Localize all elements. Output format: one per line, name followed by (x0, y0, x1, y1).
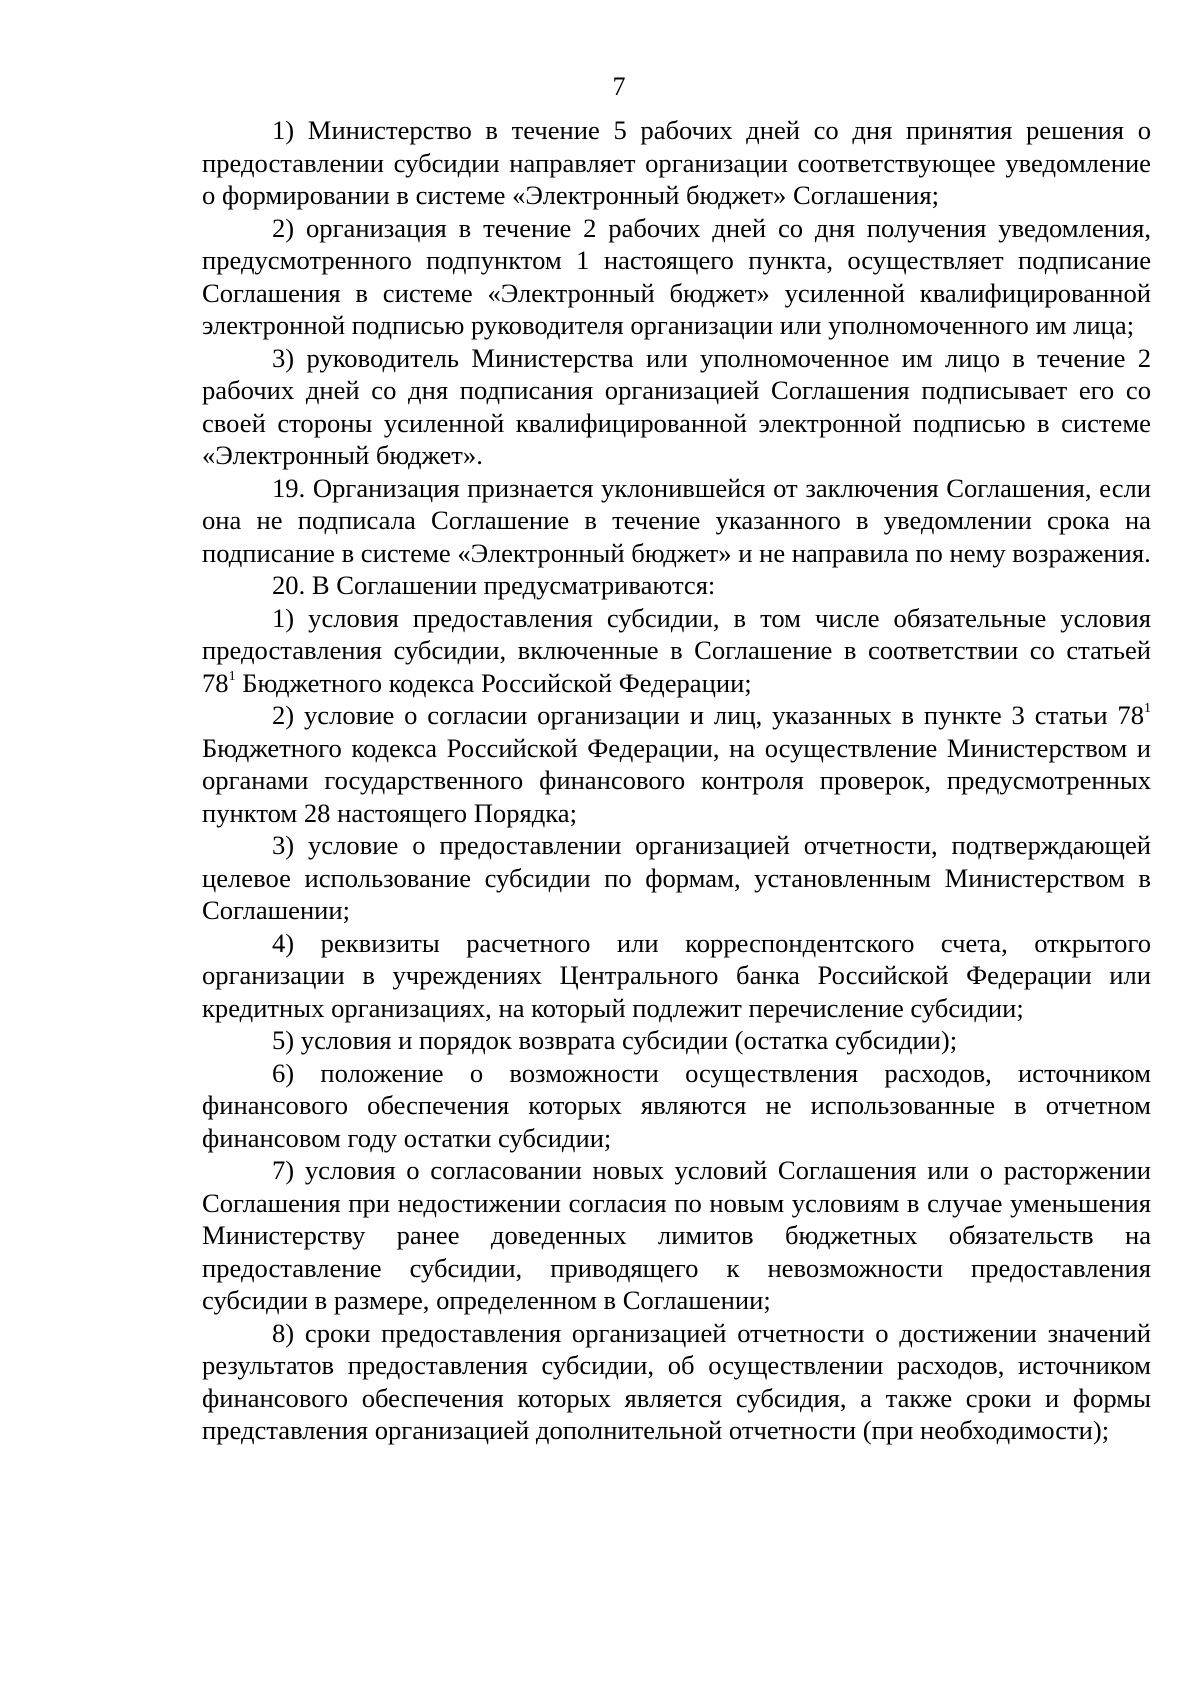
paragraph-20-5: 5) условия и порядок возврата субсидии (остатка субсидии); (272, 1025, 958, 1055)
paragraph-20-8: 8) сроки предоставления организацией отчетности о достижении значений результатов предоставления субсидии, об осуществлении расходов, источником финансового обеспечения которых является субсидия, а также сроки и формы представления организацией дополнительной отчетности (при необходимости); (202, 1317, 1151, 1445)
paragraph-2: 2) организация в течение 2 рабочих дней со дня получения уведомления, предусмотренного подпунктом 1 настоящего пункта, осуществляет подписание Соглашения в системе «Электронный бюджет» усиленной квалифицированной электронной подписью руководителя организации или уполномоченного им лица; (202, 212, 1151, 340)
paragraph-20: 20. В Соглашении предусматриваются: (272, 570, 716, 600)
paragraph-3: 3) руководитель Министерства или уполномоченное им лицо в течение 2 рабочих дней со дня подписания организацией Соглашения подписывает его со своей стороны усиленной квалифицированной электронной подписью в системе «Электронный бюджет». (202, 342, 1151, 470)
document-body (202, 114, 1151, 1447)
paragraph-20-4: 4) реквизиты расчетного или корреспондентского счета, открытого организации в учреждениях Центрального банка Российской Федерации или кредитных организациях, на который подлежит перечисление субсидии; (202, 927, 1151, 1023)
paragraph-20-1-tail: Бюджетного кодекса Российской Федерации; (235, 667, 752, 698)
paragraph-20-7: 7) условия о согласовании новых условий Соглашения или о расторжении Соглашения при недостижении согласия по новым условиям в случае уменьшения Министерству ранее доведенных лимитов бюджетных обязательств на предоставление субсидии, приводящего к невозможности предоставления субсидии в размере, определенном в Соглашении; (202, 1155, 1151, 1315)
page-number: 7 (612, 72, 626, 101)
paragraph-1: 1) Министерство в течение 5 рабочих дней со дня принятия решения о предоставлении субсидии направляет организации соответствующее уведомление о формировании в системе «Электронный бюджет» Соглашения; (202, 115, 1151, 210)
paragraph-20-1-text: 1) условия предоставления субсидии, в том числе обязательные условия предоставления субсидии, включенные в Соглашение в соответствии со статьей 78 (202, 602, 1151, 698)
superscript-2: 1 (1144, 701, 1151, 716)
paragraph-20-2-text: 2) условие о согласии организации и лиц, указанных в пункте 3 статьи 78 (272, 700, 1144, 730)
paragraph-20-3: 3) условие о предоставлении организацией отчетности, подтверждающей целевое использование субсидии по формам, установленным Министерством в Соглашении; (202, 830, 1151, 925)
paragraph-20-2-tail: Бюджетного кодекса Российской Федерации, на осуществление Министерством и органами государственного финансового контроля проверок, предусмотренных пунктом 28 настоящего Порядка; (202, 732, 1151, 828)
superscript-1: 1 (228, 668, 236, 684)
paragraph-20-2 (202, 699, 1151, 829)
paragraph-20-6: 6) положение о возможности осуществления расходов, источником финансового обеспечения которых являются не использованные в отчетном финансовом году остатки субсидии; (202, 1057, 1151, 1153)
paragraph-19: 19. Организация признается уклонившейся от заключения Соглашения, если она не подписала Соглашение в течение указанного в уведомлении срока на подписание в системе «Электронный бюджет» и не направила по нему возражения. (202, 472, 1151, 568)
paragraph-20-1 (202, 602, 1151, 700)
